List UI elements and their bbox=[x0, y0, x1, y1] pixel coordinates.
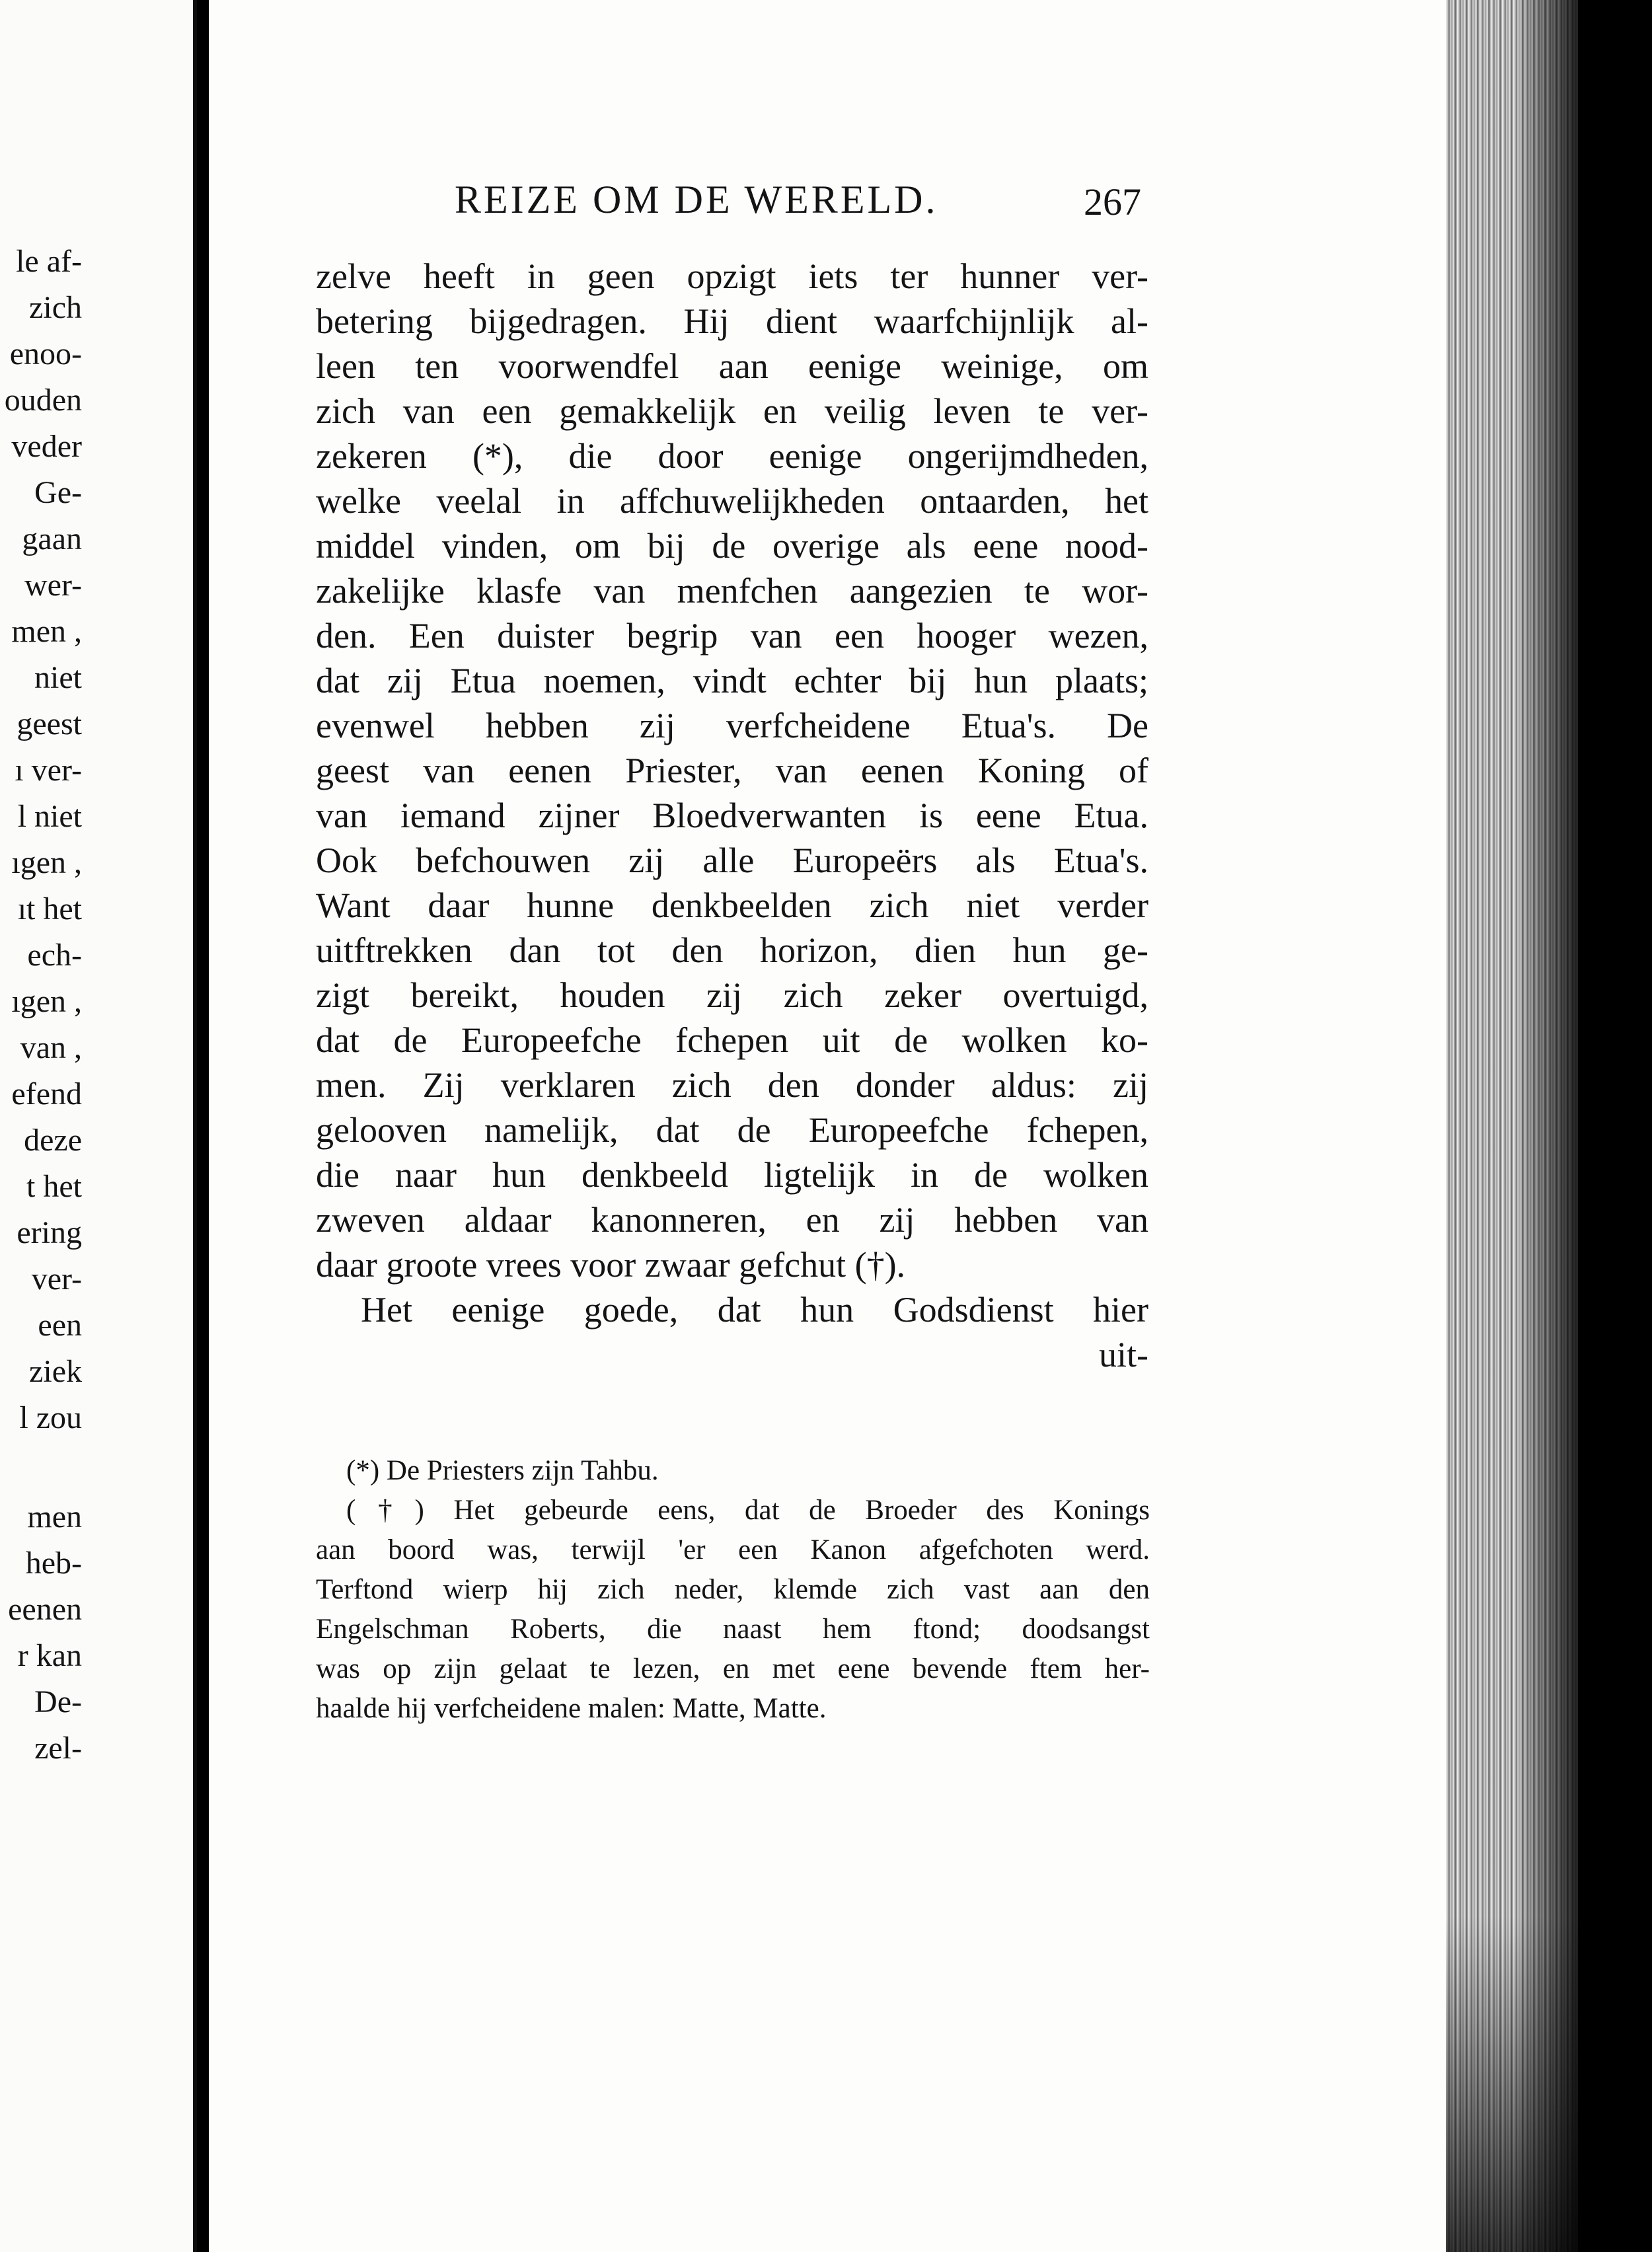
footnote-line: Engelschman Roberts, die naast hem ftond; doodsangst bbox=[316, 1614, 1150, 1645]
footnote-line: was op zijn gelaat te lezen, en met eene bevende ftem her- bbox=[316, 1653, 1150, 1684]
prev-page-fragment: ering bbox=[17, 1215, 82, 1250]
page-number: 267 bbox=[1084, 180, 1141, 223]
prev-page-fragment: zel- bbox=[34, 1731, 82, 1766]
prev-page-fragment: ver- bbox=[31, 1261, 82, 1296]
text-line: middel vinden, om bij de overige als eene nood- bbox=[316, 526, 1148, 566]
text-line: welke veelal in affchuwelijkheden ontaarden, het bbox=[316, 481, 1148, 521]
prev-page-fragment: men bbox=[27, 1499, 82, 1534]
text-line: daar groote vrees voor zwaar gefchut (†). bbox=[316, 1245, 906, 1285]
footnote-line: (†) Het gebeurde eens, dat de Broeder des Konings bbox=[346, 1495, 1150, 1526]
book-fore-edge-shadow bbox=[1520, 0, 1579, 2252]
footnote-line: Terftond wierp hij zich neder, klemde zich vast aan den bbox=[316, 1574, 1150, 1605]
catchword: uit- bbox=[1099, 1335, 1148, 1374]
footnote-line: (*) De Priesters zijn Tahbu. bbox=[346, 1455, 659, 1486]
prev-page-fragment: l niet bbox=[17, 799, 82, 834]
prev-page-fragment: van , bbox=[20, 1030, 82, 1065]
prev-page-fragment: ıgen , bbox=[11, 845, 82, 880]
text-line: zekeren (*), die door eenige ongerijmdheden, bbox=[316, 436, 1148, 476]
prev-page-fragment: deze bbox=[24, 1123, 82, 1158]
text-line: zich van een gemakkelijk en veilig leven te ver- bbox=[316, 391, 1148, 431]
prev-page-fragment: ıt het bbox=[17, 891, 82, 926]
prev-page-fragment: ı ver- bbox=[15, 753, 82, 788]
prev-page-fragment: enoo- bbox=[9, 336, 82, 371]
footnote-line: haalde hij verfcheidene malen: Matte, Matte. bbox=[316, 1693, 827, 1724]
prev-page-fragment: ıgen , bbox=[11, 984, 82, 1019]
text-line: Ook befchouwen zij alle Europeërs als Etua's. bbox=[316, 841, 1148, 880]
text-line: dat zij Etua noemen, vindt echter bij hun plaats; bbox=[316, 661, 1148, 700]
prev-page-fragment: t het bbox=[26, 1169, 82, 1204]
text-line: leen ten voorwendfel aan eenige weinige, om bbox=[316, 346, 1148, 386]
prev-page-fragment: niet bbox=[34, 660, 82, 695]
text-line: zakelijke klasfe van menfchen aangezien te wor- bbox=[316, 571, 1148, 611]
text-line: dat de Europeefche fchepen uit de wolken ko- bbox=[316, 1020, 1148, 1060]
prev-page-fragment: l zou bbox=[19, 1400, 82, 1435]
text-line: Het eenige goede, dat hun Godsdienst hier bbox=[361, 1290, 1148, 1330]
text-line: uitftrekken dan tot den horizon, dien hun ge- bbox=[316, 930, 1148, 970]
prev-page-fragment: ouden bbox=[4, 383, 82, 418]
text-line: zelve heeft in geen opzigt iets ter hunner ver- bbox=[316, 256, 1148, 296]
prev-page-fragment: geest bbox=[17, 706, 82, 741]
prev-page-fragment: heb- bbox=[25, 1546, 82, 1581]
text-line: betering bijgedragen. Hij dient waarfchijnlijk al- bbox=[316, 301, 1148, 341]
prev-page-fragment: men , bbox=[11, 614, 82, 649]
text-line: men. Zij verklaren zich den donder aldus: zij bbox=[316, 1065, 1148, 1105]
prev-page-fragment: De- bbox=[34, 1684, 82, 1719]
running-head: REIZE OM DE WERELD. bbox=[455, 178, 938, 221]
text-line: Want daar hunne denkbeelden zich niet verder bbox=[316, 885, 1148, 925]
footnote-line: aan boord was, terwijl 'er een Kanon afgefchoten werd. bbox=[316, 1534, 1150, 1565]
prev-page-fragment: een bbox=[38, 1308, 82, 1343]
text-line: den. Een duister begrip van een hooger wezen, bbox=[316, 616, 1148, 656]
prev-page-fragment: Ge- bbox=[34, 475, 82, 510]
prev-page-fragment: ech- bbox=[27, 938, 82, 973]
prev-page-fragment: wer- bbox=[24, 568, 82, 603]
footnotes bbox=[316, 1451, 1150, 1729]
prev-page-fragment: le af- bbox=[16, 244, 82, 279]
prev-page-fragment: gaan bbox=[22, 521, 82, 556]
prev-page-fragment: r kan bbox=[17, 1638, 82, 1673]
text-line: gelooven namelijk, dat de Europeefche fchepen, bbox=[316, 1110, 1148, 1150]
text-line: evenwel hebben zij verfcheidene Etua's. De bbox=[316, 706, 1148, 745]
book-fore-edge-shadow-bottom bbox=[1446, 1916, 1578, 2252]
prev-page-fragment: efend bbox=[11, 1076, 82, 1111]
prev-page-fragment: ziek bbox=[29, 1354, 82, 1389]
text-line: geest van eenen Priester, van eenen Koning of bbox=[316, 751, 1148, 790]
text-line: die naar hun denkbeeld ligtelijk in de wolken bbox=[316, 1155, 1148, 1195]
body-text bbox=[316, 254, 1148, 1377]
prev-page-fragment: veder bbox=[11, 429, 82, 464]
prev-page-fragment: zich bbox=[29, 290, 82, 325]
previous-page-edge bbox=[0, 0, 197, 2252]
text-line: van iemand zijner Bloedverwanten is eene Etua. bbox=[316, 796, 1148, 835]
text-line: zigt bereikt, houden zij zich zeker overtuigd, bbox=[316, 975, 1148, 1015]
text-line: zweven aldaar kanonneren, en zij hebben van bbox=[316, 1200, 1148, 1240]
prev-page-fragment: eenen bbox=[8, 1592, 82, 1627]
